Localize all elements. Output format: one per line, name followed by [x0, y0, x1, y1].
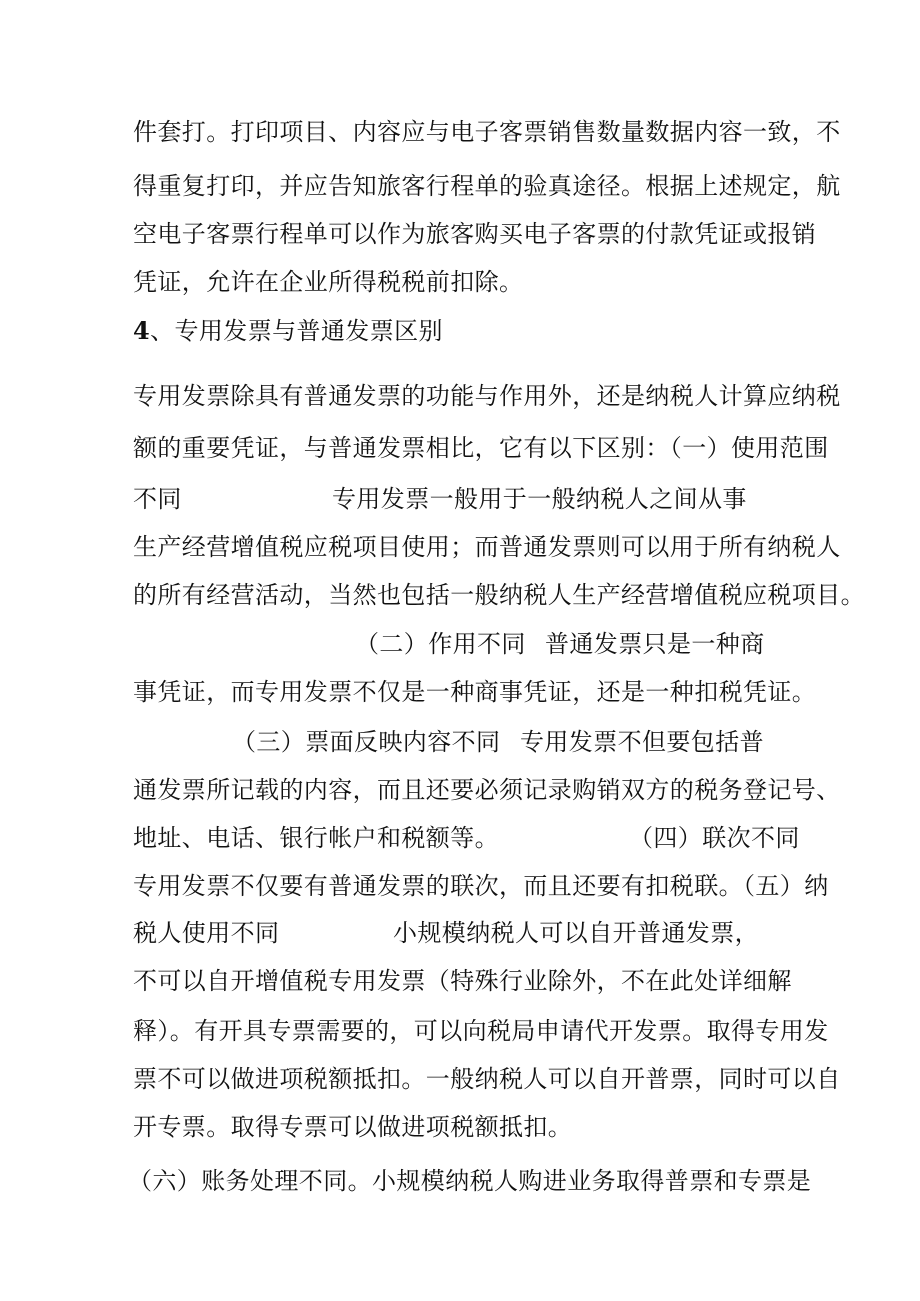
body-line-10a: 地址、电话、银行帐户和税额等。 — [133, 824, 499, 852]
body-line-5: 的所有经营活动，当然也包括一般纳税人生产经营增值税应税项目。 — [133, 581, 865, 609]
body-line-11: 专用发票不仅要有普通发票的联次，而且还要有扣税联。（五）纳 — [133, 872, 829, 900]
body-line-2: 额的重要凭证，与普通发票相比，它有以下区别：（一）使用范围 — [133, 434, 829, 462]
body-line-7: 事凭证，而专用发票不仅是一种商事凭证，还是一种扣税凭证。 — [133, 678, 817, 706]
section-heading — [133, 315, 443, 347]
paragraph-1-line-3: 空电子客票行程单可以作为旅客购买电子客票的付款凭证或报销 — [133, 220, 817, 248]
body-line-16: 开专票。取得专票可以做进项税额抵扣。 — [133, 1113, 573, 1141]
body-line-3a: 不同 — [133, 485, 182, 513]
body-line-6b: 普通发票只是一种商 — [545, 630, 765, 658]
body-line-1: 专用发票除具有普通发票的功能与作用外，还是纳税人计算应纳税 — [133, 382, 841, 410]
body-line-13: 不可以自开增值税专用发票（特殊行业除外，不在此处详细解 — [133, 967, 792, 995]
body-line-15: 票不可以做进项税额抵扣。一般纳税人可以自开普票，同时可以自 — [133, 1065, 841, 1093]
paragraph-1-line-4: 凭证，允许在企业所得税税前扣除。 — [133, 268, 524, 296]
body-line-14: 释）。有开具专票需要的，可以向税局申请代开发票。取得专用发 — [133, 1017, 829, 1045]
body-line-3b: 专用发票一般用于一般纳税人之间从事 — [332, 485, 747, 513]
body-line-9: 通发票所记载的内容，而且还要必须记录购销双方的税务登记号、 — [133, 776, 841, 804]
body-line-6a: （二）作用不同 — [355, 630, 526, 658]
body-line-8a: （三）票面反映内容不同 — [232, 728, 501, 756]
section-title: 、专用发票与普通发票区别 — [150, 317, 443, 345]
body-line-4: 生产经营增值税应税项目使用；而普通发票则可以用于所有纳税人 — [133, 533, 841, 561]
body-line-12b: 小规模纳税人可以自开普通发票， — [393, 919, 759, 947]
paragraph-1-line-1: 件套打。打印项目、内容应与电子客票销售数量数据内容一致，不 — [133, 118, 841, 146]
body-line-12a: 税人使用不同 — [133, 919, 280, 947]
paragraph-1-line-2: 得重复打印，并应告知旅客行程单的验真途径。根据上述规定，航 — [133, 172, 841, 200]
body-line-17: （六）账务处理不同。小规模纳税人购进业务取得普票和专票是 — [128, 1167, 812, 1195]
body-line-10b: （四）联次不同 — [629, 824, 800, 852]
body-line-8b: 专用发票不但要包括普 — [520, 728, 764, 756]
section-number: 4 — [133, 316, 151, 345]
